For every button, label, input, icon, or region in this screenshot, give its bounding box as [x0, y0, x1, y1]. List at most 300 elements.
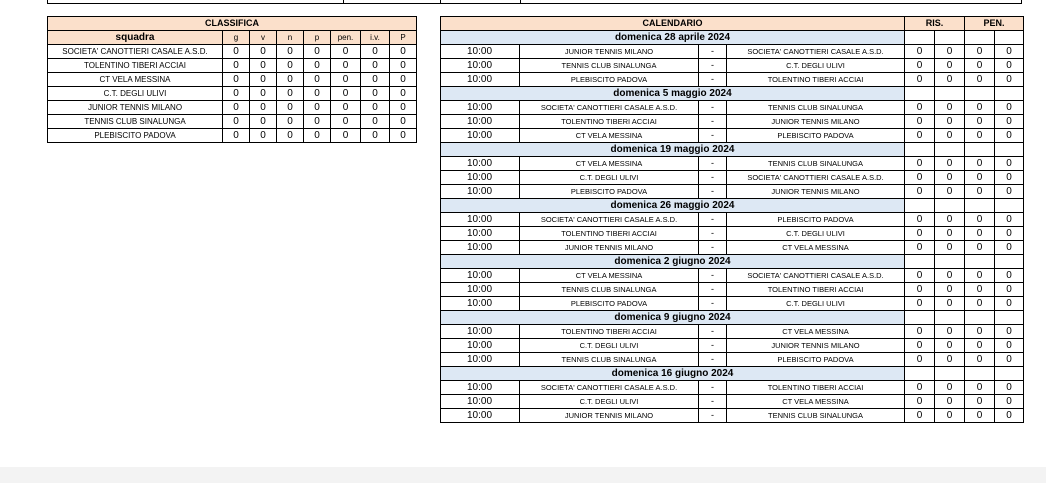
match-time: 10:00 — [441, 241, 520, 255]
match-time: 10:00 — [441, 227, 520, 241]
empty-cell — [905, 31, 935, 45]
team-name: TOLENTINO TIBERI ACCIAI — [48, 59, 223, 73]
empty-cell — [995, 143, 1024, 157]
home-team: JUNIOR TENNIS MILANO — [520, 241, 699, 255]
away-team: C.T. DEGLI ULIVI — [727, 227, 905, 241]
away-team: TOLENTINO TIBERI ACCIAI — [727, 283, 905, 297]
match-separator: - — [699, 241, 727, 255]
matchday-date: domenica 19 maggio 2024 — [441, 143, 905, 157]
standings-value: 0 — [361, 87, 390, 101]
home-team: TENNIS CLUB SINALUNGA — [520, 283, 699, 297]
away-team: CT VELA MESSINA — [727, 395, 905, 409]
home-team: PLEBISCITO PADOVA — [520, 185, 699, 199]
empty-cell — [965, 199, 995, 213]
empty-cell — [905, 367, 935, 381]
penalty-home[interactable]: 0 — [965, 227, 995, 241]
penalty-away[interactable]: 0 — [995, 297, 1024, 311]
home-team: SOCIETA' CANOTTIERI CASALE A.S.D. — [520, 101, 699, 115]
match-time: 10:00 — [441, 101, 520, 115]
matchday-row — [441, 87, 1024, 101]
match-row — [441, 45, 1024, 59]
match-time: 10:00 — [441, 269, 520, 283]
match-separator: - — [699, 115, 727, 129]
result-header: RIS. — [905, 17, 965, 31]
away-team: SOCIETA' CANOTTIERI CASALE A.S.D. — [727, 269, 905, 283]
penalty-home[interactable]: 0 — [965, 115, 995, 129]
match-separator: - — [699, 171, 727, 185]
away-team: TENNIS CLUB SINALUNGA — [727, 157, 905, 171]
standings-value: 0 — [304, 73, 331, 87]
team-name: TENNIS CLUB SINALUNGA — [48, 115, 223, 129]
away-team: C.T. DEGLI ULIVI — [727, 59, 905, 73]
result-away[interactable]: 0 — [935, 171, 965, 185]
home-team: CT VELA MESSINA — [520, 269, 699, 283]
empty-cell — [965, 367, 995, 381]
home-team: PLEBISCITO PADOVA — [520, 297, 699, 311]
result-home[interactable]: 0 — [905, 129, 935, 143]
matchday-date: domenica 28 aprile 2024 — [441, 31, 905, 45]
team-name: SOCIETA' CANOTTIERI CASALE A.S.D. — [48, 45, 223, 59]
empty-cell — [905, 311, 935, 325]
result-home[interactable]: 0 — [905, 241, 935, 255]
match-row — [441, 395, 1024, 409]
match-time: 10:00 — [441, 185, 520, 199]
standings-row — [48, 87, 417, 101]
empty-cell — [935, 31, 965, 45]
standings-row — [48, 45, 417, 59]
match-separator: - — [699, 213, 727, 227]
penalty-away[interactable]: 0 — [995, 59, 1024, 73]
match-separator: - — [699, 297, 727, 311]
standings-value: 0 — [223, 115, 250, 129]
match-separator: - — [699, 157, 727, 171]
calendar-title: CALENDARIO — [441, 17, 905, 31]
match-time: 10:00 — [441, 129, 520, 143]
standings-value: 0 — [331, 45, 361, 59]
result-home[interactable]: 0 — [905, 171, 935, 185]
away-team: C.T. DEGLI ULIVI — [727, 297, 905, 311]
standings-column-header: p — [304, 31, 331, 45]
penalty-home[interactable]: 0 — [965, 157, 995, 171]
match-row — [441, 283, 1024, 297]
team-name: JUNIOR TENNIS MILANO — [48, 101, 223, 115]
standings-title: CLASSIFICA — [48, 17, 417, 31]
match-row — [441, 115, 1024, 129]
standings-value: 0 — [250, 101, 277, 115]
match-time: 10:00 — [441, 339, 520, 353]
result-away[interactable]: 0 — [935, 115, 965, 129]
penalty-away[interactable]: 0 — [995, 409, 1024, 423]
empty-cell — [905, 87, 935, 101]
penalty-away[interactable]: 0 — [995, 325, 1024, 339]
empty-cell — [935, 143, 965, 157]
penalty-home[interactable]: 0 — [965, 241, 995, 255]
match-time: 10:00 — [441, 395, 520, 409]
home-team: TENNIS CLUB SINALUNGA — [520, 353, 699, 367]
match-row — [441, 409, 1024, 423]
standings-value: 0 — [361, 115, 390, 129]
penalty-away[interactable]: 0 — [995, 157, 1024, 171]
penalty-home[interactable]: 0 — [965, 395, 995, 409]
result-away[interactable]: 0 — [935, 213, 965, 227]
penalty-away[interactable]: 0 — [995, 73, 1024, 87]
result-home[interactable]: 0 — [905, 381, 935, 395]
match-row — [441, 381, 1024, 395]
match-row — [441, 73, 1024, 87]
result-home[interactable]: 0 — [905, 227, 935, 241]
match-separator: - — [699, 339, 727, 353]
home-team: SOCIETA' CANOTTIERI CASALE A.S.D. — [520, 213, 699, 227]
standings-value: 0 — [331, 87, 361, 101]
standings-value: 0 — [277, 73, 304, 87]
standings-value: 0 — [304, 115, 331, 129]
penalty-header: PEN. — [965, 17, 1024, 31]
penalty-away[interactable]: 0 — [995, 395, 1024, 409]
match-row — [441, 185, 1024, 199]
match-separator: - — [699, 227, 727, 241]
penalty-away[interactable]: 0 — [995, 269, 1024, 283]
match-row — [441, 269, 1024, 283]
standings-value: 0 — [277, 101, 304, 115]
result-away[interactable]: 0 — [935, 185, 965, 199]
standings-value: 0 — [331, 59, 361, 73]
match-row — [441, 157, 1024, 171]
penalty-away[interactable]: 0 — [995, 171, 1024, 185]
matchday-row — [441, 199, 1024, 213]
home-team: CT VELA MESSINA — [520, 157, 699, 171]
match-time: 10:00 — [441, 171, 520, 185]
result-home[interactable]: 0 — [905, 157, 935, 171]
home-team: PLEBISCITO PADOVA — [520, 73, 699, 87]
match-separator: - — [699, 73, 727, 87]
result-away[interactable]: 0 — [935, 227, 965, 241]
empty-cell — [905, 143, 935, 157]
standings-value: 0 — [223, 59, 250, 73]
penalty-home[interactable]: 0 — [965, 101, 995, 115]
result-home[interactable]: 0 — [905, 353, 935, 367]
standings-row — [48, 115, 417, 129]
empty-cell — [995, 31, 1024, 45]
match-row — [441, 171, 1024, 185]
standings-value: 0 — [277, 115, 304, 129]
standings-value: 0 — [304, 101, 331, 115]
away-team: CT VELA MESSINA — [727, 325, 905, 339]
result-home[interactable]: 0 — [905, 213, 935, 227]
away-team: JUNIOR TENNIS MILANO — [727, 185, 905, 199]
result-away[interactable]: 0 — [935, 59, 965, 73]
penalty-home[interactable]: 0 — [965, 185, 995, 199]
empty-cell — [965, 311, 995, 325]
match-separator: - — [699, 353, 727, 367]
result-away[interactable]: 0 — [935, 269, 965, 283]
match-row — [441, 353, 1024, 367]
penalty-away[interactable]: 0 — [995, 353, 1024, 367]
standings-value: 0 — [304, 59, 331, 73]
match-time: 10:00 — [441, 353, 520, 367]
away-team: PLEBISCITO PADOVA — [727, 129, 905, 143]
matchday-date: domenica 2 giugno 2024 — [441, 255, 905, 269]
result-home[interactable]: 0 — [905, 101, 935, 115]
standings-value: 0 — [304, 87, 331, 101]
match-time: 10:00 — [441, 409, 520, 423]
penalty-home[interactable]: 0 — [965, 325, 995, 339]
penalty-home[interactable]: 0 — [965, 171, 995, 185]
empty-cell — [935, 311, 965, 325]
standings-column-header: i.v. — [361, 31, 390, 45]
match-row — [441, 101, 1024, 115]
match-row — [441, 297, 1024, 311]
team-name: CT VELA MESSINA — [48, 73, 223, 87]
home-team: SOCIETA' CANOTTIERI CASALE A.S.D. — [520, 381, 699, 395]
match-separator: - — [699, 129, 727, 143]
away-team: JUNIOR TENNIS MILANO — [727, 115, 905, 129]
matchday-date: domenica 9 giugno 2024 — [441, 311, 905, 325]
match-separator: - — [699, 283, 727, 297]
penalty-home[interactable]: 0 — [965, 353, 995, 367]
penalty-home[interactable]: 0 — [965, 213, 995, 227]
standings-value: 0 — [304, 45, 331, 59]
standings-value: 0 — [277, 87, 304, 101]
result-away[interactable]: 0 — [935, 101, 965, 115]
home-team: C.T. DEGLI ULIVI — [520, 171, 699, 185]
result-home[interactable]: 0 — [905, 73, 935, 87]
home-team: JUNIOR TENNIS MILANO — [520, 45, 699, 59]
calendar-table — [440, 16, 1024, 423]
penalty-home[interactable]: 0 — [965, 59, 995, 73]
empty-cell — [935, 87, 965, 101]
result-away[interactable]: 0 — [935, 129, 965, 143]
standings-value: 0 — [390, 59, 417, 73]
result-home[interactable]: 0 — [905, 297, 935, 311]
home-team: C.T. DEGLI ULIVI — [520, 339, 699, 353]
penalty-home[interactable]: 0 — [965, 297, 995, 311]
empty-cell — [965, 31, 995, 45]
match-time: 10:00 — [441, 73, 520, 87]
matchday-row — [441, 255, 1024, 269]
result-home[interactable]: 0 — [905, 325, 935, 339]
away-team: TOLENTINO TIBERI ACCIAI — [727, 73, 905, 87]
match-separator: - — [699, 269, 727, 283]
standings-row — [48, 129, 417, 143]
standings-value: 0 — [223, 101, 250, 115]
match-time: 10:00 — [441, 381, 520, 395]
matchday-row — [441, 31, 1024, 45]
standings-column-header: n — [277, 31, 304, 45]
away-team: SOCIETA' CANOTTIERI CASALE A.S.D. — [727, 171, 905, 185]
empty-cell — [995, 87, 1024, 101]
match-time: 10:00 — [441, 297, 520, 311]
penalty-home[interactable]: 0 — [965, 45, 995, 59]
penalty-home[interactable]: 0 — [965, 381, 995, 395]
penalty-home[interactable]: 0 — [965, 409, 995, 423]
standings-value: 0 — [390, 101, 417, 115]
penalty-away[interactable]: 0 — [995, 129, 1024, 143]
match-time: 10:00 — [441, 45, 520, 59]
standings-row — [48, 101, 417, 115]
match-row — [441, 59, 1024, 73]
penalty-home[interactable]: 0 — [965, 283, 995, 297]
penalty-away[interactable]: 0 — [995, 339, 1024, 353]
standings-row — [48, 59, 417, 73]
standings-header-row — [48, 31, 417, 45]
standings-value: 0 — [223, 45, 250, 59]
home-team: TENNIS CLUB SINALUNGA — [520, 59, 699, 73]
result-home[interactable]: 0 — [905, 409, 935, 423]
standings-value: 0 — [361, 101, 390, 115]
penalty-away[interactable]: 0 — [995, 381, 1024, 395]
empty-cell — [935, 255, 965, 269]
penalty-away[interactable]: 0 — [995, 283, 1024, 297]
empty-cell — [995, 199, 1024, 213]
match-separator: - — [699, 185, 727, 199]
match-row — [441, 339, 1024, 353]
match-separator: - — [699, 59, 727, 73]
standings-value: 0 — [361, 73, 390, 87]
penalty-home[interactable]: 0 — [965, 339, 995, 353]
penalty-away[interactable]: 0 — [995, 185, 1024, 199]
result-away[interactable]: 0 — [935, 157, 965, 171]
match-time: 10:00 — [441, 283, 520, 297]
result-away[interactable]: 0 — [935, 381, 965, 395]
matchday-date: domenica 16 giugno 2024 — [441, 367, 905, 381]
result-away[interactable]: 0 — [935, 297, 965, 311]
standings-value: 0 — [390, 73, 417, 87]
away-team: TOLENTINO TIBERI ACCIAI — [727, 381, 905, 395]
empty-cell — [935, 199, 965, 213]
standings-value: 0 — [331, 129, 361, 143]
matchday-row — [441, 143, 1024, 157]
away-team: PLEBISCITO PADOVA — [727, 213, 905, 227]
match-time: 10:00 — [441, 157, 520, 171]
penalty-away[interactable]: 0 — [995, 241, 1024, 255]
standings-row — [48, 73, 417, 87]
standings-value: 0 — [277, 129, 304, 143]
penalty-away[interactable]: 0 — [995, 101, 1024, 115]
result-away[interactable]: 0 — [935, 45, 965, 59]
away-team: JUNIOR TENNIS MILANO — [727, 339, 905, 353]
standings-column-header: squadra — [48, 31, 223, 45]
standings-value: 0 — [331, 101, 361, 115]
standings-value: 0 — [250, 73, 277, 87]
home-team: TOLENTINO TIBERI ACCIAI — [520, 325, 699, 339]
match-separator: - — [699, 101, 727, 115]
result-home[interactable]: 0 — [905, 339, 935, 353]
result-away[interactable]: 0 — [935, 409, 965, 423]
standings-column-header: v — [250, 31, 277, 45]
empty-cell — [965, 143, 995, 157]
home-team: C.T. DEGLI ULIVI — [520, 395, 699, 409]
standings-column-header: P — [390, 31, 417, 45]
match-row — [441, 213, 1024, 227]
standings-value: 0 — [250, 45, 277, 59]
match-separator: - — [699, 409, 727, 423]
penalty-away[interactable]: 0 — [995, 227, 1024, 241]
matchday-date: domenica 5 maggio 2024 — [441, 87, 905, 101]
result-home[interactable]: 0 — [905, 283, 935, 297]
standings-value: 0 — [250, 115, 277, 129]
home-team: CT VELA MESSINA — [520, 129, 699, 143]
match-time: 10:00 — [441, 115, 520, 129]
standings-value: 0 — [361, 129, 390, 143]
standings-value: 0 — [390, 87, 417, 101]
result-away[interactable]: 0 — [935, 73, 965, 87]
standings-value: 0 — [223, 87, 250, 101]
standings-value: 0 — [390, 45, 417, 59]
result-home[interactable]: 0 — [905, 59, 935, 73]
away-team: TENNIS CLUB SINALUNGA — [727, 409, 905, 423]
matchday-date: domenica 26 maggio 2024 — [441, 199, 905, 213]
match-row — [441, 129, 1024, 143]
penalty-away[interactable]: 0 — [995, 115, 1024, 129]
away-team: CT VELA MESSINA — [727, 241, 905, 255]
penalty-home[interactable]: 0 — [965, 269, 995, 283]
calendar-header-row — [441, 17, 1024, 31]
match-row — [441, 227, 1024, 241]
result-away[interactable]: 0 — [935, 395, 965, 409]
team-name: PLEBISCITO PADOVA — [48, 129, 223, 143]
standings-value: 0 — [390, 129, 417, 143]
home-team: TOLENTINO TIBERI ACCIAI — [520, 115, 699, 129]
empty-cell — [905, 199, 935, 213]
home-team: TOLENTINO TIBERI ACCIAI — [520, 227, 699, 241]
standings-value: 0 — [250, 59, 277, 73]
away-team: PLEBISCITO PADOVA — [727, 353, 905, 367]
match-time: 10:00 — [441, 325, 520, 339]
result-away[interactable]: 0 — [935, 325, 965, 339]
match-separator: - — [699, 395, 727, 409]
standings-value: 0 — [223, 129, 250, 143]
standings-value: 0 — [277, 59, 304, 73]
penalty-away[interactable]: 0 — [995, 213, 1024, 227]
empty-cell — [965, 87, 995, 101]
empty-cell — [935, 367, 965, 381]
team-name: C.T. DEGLI ULIVI — [48, 87, 223, 101]
window-bottom-bar — [0, 467, 1046, 483]
empty-cell — [995, 311, 1024, 325]
result-away[interactable]: 0 — [935, 353, 965, 367]
standings-value: 0 — [361, 59, 390, 73]
result-home[interactable]: 0 — [905, 45, 935, 59]
match-separator: - — [699, 45, 727, 59]
result-home[interactable]: 0 — [905, 185, 935, 199]
empty-cell — [965, 255, 995, 269]
penalty-away[interactable]: 0 — [995, 45, 1024, 59]
result-away[interactable]: 0 — [935, 283, 965, 297]
match-row — [441, 241, 1024, 255]
standings-value: 0 — [250, 87, 277, 101]
standings-column-header: g — [223, 31, 250, 45]
penalty-home[interactable]: 0 — [965, 129, 995, 143]
match-time: 10:00 — [441, 213, 520, 227]
standings-table — [47, 16, 417, 143]
standings-title-row — [48, 17, 417, 31]
result-home[interactable]: 0 — [905, 115, 935, 129]
standings-value: 0 — [277, 45, 304, 59]
penalty-home[interactable]: 0 — [965, 73, 995, 87]
result-home[interactable]: 0 — [905, 269, 935, 283]
standings-value: 0 — [223, 73, 250, 87]
standings-value: 0 — [331, 73, 361, 87]
result-away[interactable]: 0 — [935, 241, 965, 255]
result-home[interactable]: 0 — [905, 395, 935, 409]
standings-column-header: pen. — [331, 31, 361, 45]
matchday-row — [441, 311, 1024, 325]
match-time: 10:00 — [441, 59, 520, 73]
result-away[interactable]: 0 — [935, 339, 965, 353]
match-separator: - — [699, 325, 727, 339]
standings-value: 0 — [331, 115, 361, 129]
standings-value: 0 — [361, 45, 390, 59]
